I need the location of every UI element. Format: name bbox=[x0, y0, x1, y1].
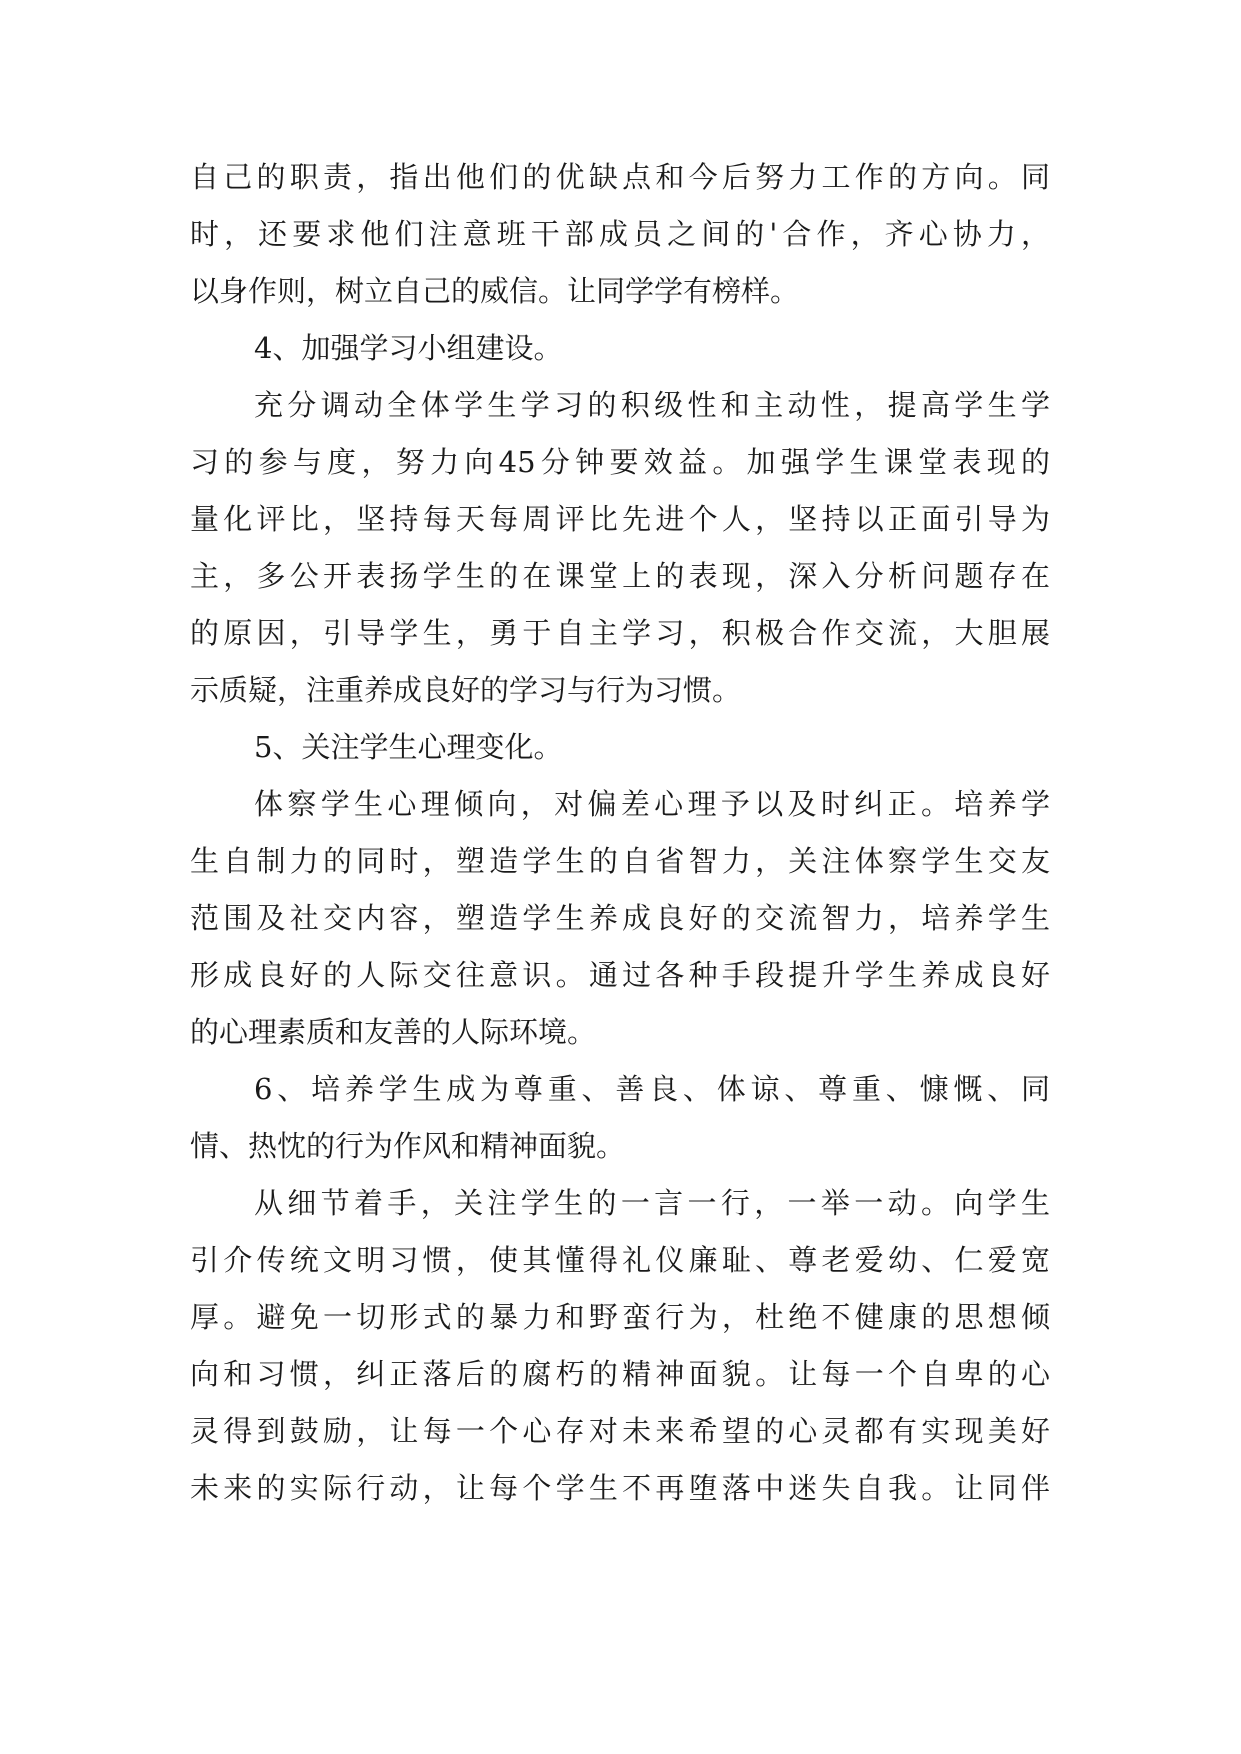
text-line: 厚。避免一切形式的暴力和野蛮行为，杜绝不健康的思想倾 bbox=[190, 1300, 1050, 1334]
section-heading: 6、培养学生成为尊重、善良、体谅、尊重、慷慨、同 bbox=[254, 1072, 1050, 1106]
text-line: 充分调动全体学生学习的积级性和主动性，提高学生学 bbox=[254, 388, 1050, 422]
text-line: 的心理素质和友善的人际环境。 bbox=[190, 1015, 597, 1049]
text-line: 向和习惯，纠正落后的腐朽的精神面貌。让每一个自卑的心 bbox=[190, 1357, 1050, 1391]
text-line: 体察学生心理倾向，对偏差心理予以及时纠正。培养学 bbox=[254, 787, 1050, 821]
section-heading: 5、关注学生心理变化。 bbox=[254, 730, 563, 764]
text-line: 从细节着手，关注学生的一言一行，一举一动。向学生 bbox=[254, 1186, 1050, 1220]
text-line: 习的参与度，努力向45分钟要效益。加强学生课堂表现的 bbox=[190, 445, 1050, 479]
text-line: 主，多公开表扬学生的在课堂上的表现，深入分析问题存在 bbox=[190, 559, 1050, 593]
text-line: 灵得到鼓励，让每一个心存对未来希望的心灵都有实现美好 bbox=[190, 1414, 1050, 1448]
text-line: 未来的实际行动，让每个学生不再堕落中迷失自我。让同伴 bbox=[190, 1471, 1050, 1505]
text-line: 的原因，引导学生，勇于自主学习，积极合作交流，大胆展 bbox=[190, 616, 1050, 650]
text-line: 以身作则，树立自己的威信。让同学学有榜样。 bbox=[190, 274, 800, 308]
section-heading-continued: 情、热忱的行为作风和精神面貌。 bbox=[190, 1129, 626, 1163]
text-line: 生自制力的同时，塑造学生的自省智力，关注体察学生交友 bbox=[190, 844, 1050, 878]
text-line: 自己的职责，指出他们的优缺点和今后努力工作的方向。同 bbox=[190, 160, 1050, 194]
text-line: 引介传统文明习惯，使其懂得礼仪廉耻、尊老爱幼、仁爱宽 bbox=[190, 1243, 1050, 1277]
text-line: 范围及社交内容，塑造学生养成良好的交流智力，培养学生 bbox=[190, 901, 1050, 935]
text-line: 示质疑，注重养成良好的学习与行为习惯。 bbox=[190, 673, 742, 707]
section-heading: 4、加强学习小组建设。 bbox=[254, 331, 563, 365]
text-line: 量化评比，坚持每天每周评比先进个人，坚持以正面引导为 bbox=[190, 502, 1050, 536]
text-line: 时，还要求他们注意班干部成员之间的'合作，齐心协力， bbox=[190, 217, 1050, 251]
text-line: 形成良好的人际交往意识。通过各种手段提升学生养成良好 bbox=[190, 958, 1050, 992]
